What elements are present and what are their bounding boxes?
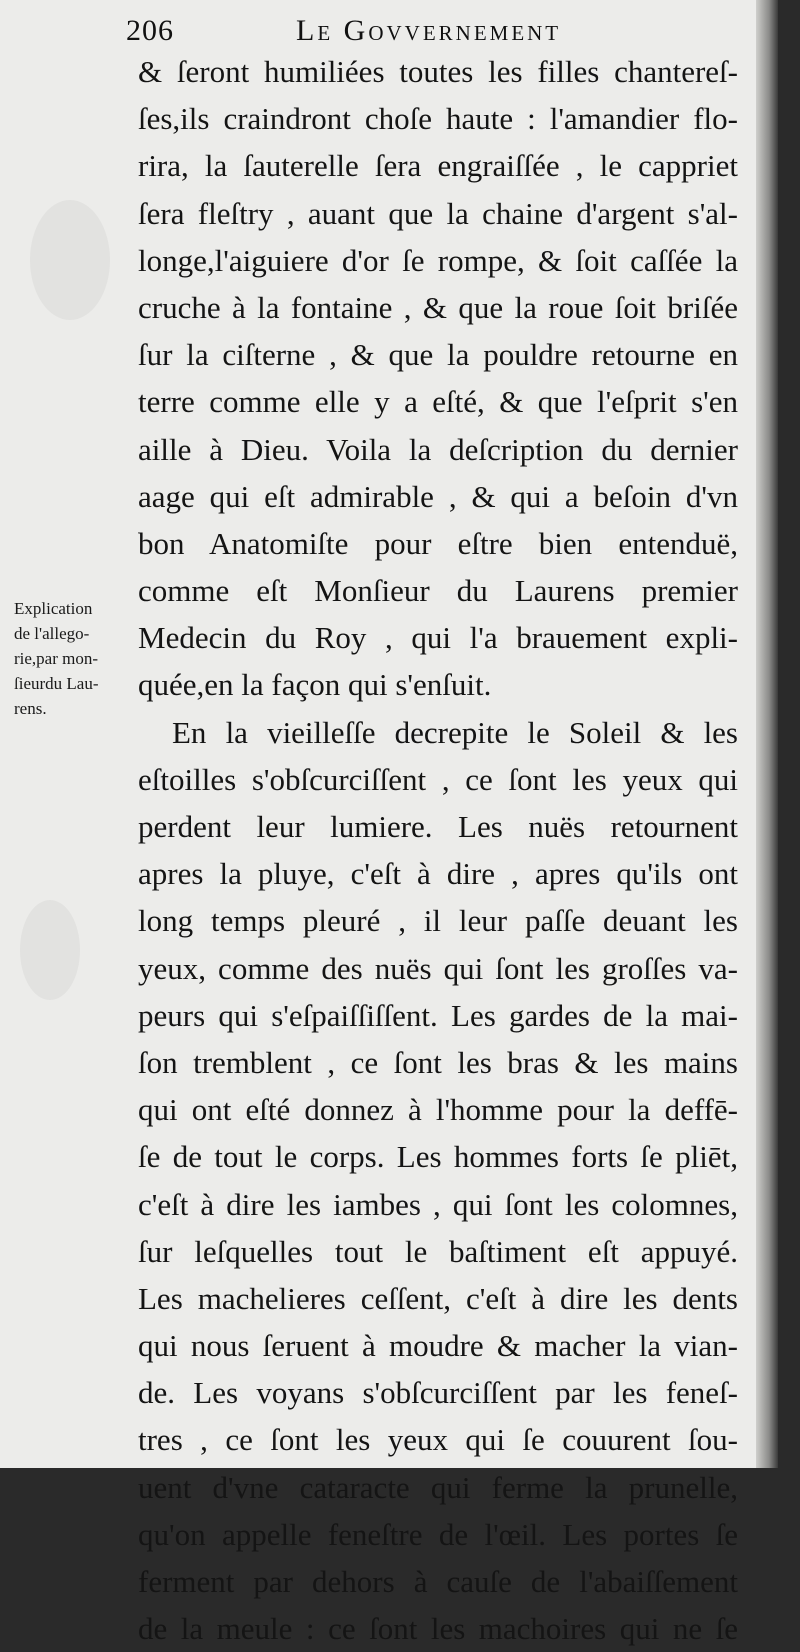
marginal-note xyxy=(14,596,142,721)
page-gutter-shadow xyxy=(756,0,778,1468)
running-head xyxy=(126,14,726,50)
margin-note-line: rie,par mon- xyxy=(14,649,99,668)
text-line: uent d'vne cataracte qui ferme la prunelle, xyxy=(138,1469,738,1505)
text-line: comme eſt Monſieur du Laurens premier xyxy=(138,573,738,609)
text-line: rira, la ſauterelle ſera engraiſſée , le cappriet xyxy=(138,148,738,184)
margin-note-line: Explication xyxy=(14,599,93,618)
paper-stain xyxy=(20,900,80,1000)
text-line: eſtoilles s'obſcurciſſent , ce ſont les yeux qui xyxy=(138,761,738,797)
margin-note-line: rens. xyxy=(14,699,47,718)
text-line: ſera fleſtry , auant que la chaine d'argent s'al- xyxy=(138,195,738,231)
text-line: ſur leſquelles tout le baſtiment eſt appuyé. xyxy=(138,1233,738,1269)
text-line: aille à Dieu. Voila la deſcription du dernier xyxy=(138,431,738,467)
text-line: de la meule : ce ſont les machoires qui ne ſe xyxy=(138,1611,738,1647)
running-title: Le Govvernement xyxy=(296,14,562,47)
text-line: yeux, comme des nuës qui ſont les groſſes va- xyxy=(138,950,738,986)
text-line: En la vieilleſſe decrepite le Soleil & les xyxy=(172,714,738,750)
text-line: quée,en la façon qui s'enſuit. xyxy=(138,667,492,703)
text-line: peurs qui s'eſpaiſſiſſent. Les gardes de la mai- xyxy=(138,997,738,1033)
text-line: cruche à la fontaine , & que la roue ſoit briſée xyxy=(138,289,738,325)
text-line: qu'on appelle feneſtre de l'œil. Les portes ſe xyxy=(138,1516,738,1552)
text-line: longe,l'aiguiere d'or ſe rompe, & ſoit caſſée la xyxy=(138,242,738,278)
text-line: ſur la ciſterne , & que la pouldre retourne en xyxy=(138,337,738,373)
paper-stain xyxy=(30,200,110,320)
text-line: qui nous ſeruent à moudre & macher la vian- xyxy=(138,1328,738,1364)
text-line: qui ont eſté donnez à l'homme pour la deffē- xyxy=(138,1092,738,1128)
text-line: bon Anatomiſte pour eſtre bien entenduë, xyxy=(138,525,738,561)
text-line: & ſeront humiliées toutes les filles chantereſ- xyxy=(138,54,738,89)
page-number: 206 xyxy=(126,14,174,47)
text-line: ſon tremblent , ce ſont les bras & les mains xyxy=(138,1044,738,1080)
text-line: long temps pleuré , il leur paſſe deuant les xyxy=(138,903,738,939)
margin-note-line: de l'allego- xyxy=(14,624,90,643)
text-line: ſes,ils craindront choſe haute : l'amandier flo- xyxy=(138,101,738,137)
text-line: Medecin du Roy , qui l'a brauement expli- xyxy=(138,620,738,656)
text-line: Les machelieres ceſſent, c'eſt à dire les dents xyxy=(138,1280,738,1316)
text-line: c'eſt à dire les iambes , qui ſont les colomnes, xyxy=(138,1186,738,1222)
body-text xyxy=(138,48,738,1652)
text-line: tres , ce ſont les yeux qui ſe couurent ſou- xyxy=(138,1422,738,1458)
text-line: terre comme elle y a eſté, & que l'eſprit s'en xyxy=(138,384,738,420)
text-line: ſe de tout le corps. Les hommes forts ſe pliēt, xyxy=(138,1139,738,1175)
text-line: ferment par dehors à cauſe de l'abaiſſement xyxy=(138,1564,738,1599)
text-line: apres la pluye, c'eſt à dire , apres qu'ils ont xyxy=(138,856,738,892)
text-line: aage qui eſt admirable , & qui a beſoin d'vn xyxy=(138,478,738,514)
text-line: perdent leur lumiere. Les nuës retournent xyxy=(138,809,738,844)
margin-note-line: ſieurdu Lau- xyxy=(14,674,99,693)
text-line: de. Les voyans s'obſcurciſſent par les feneſ- xyxy=(138,1375,738,1411)
